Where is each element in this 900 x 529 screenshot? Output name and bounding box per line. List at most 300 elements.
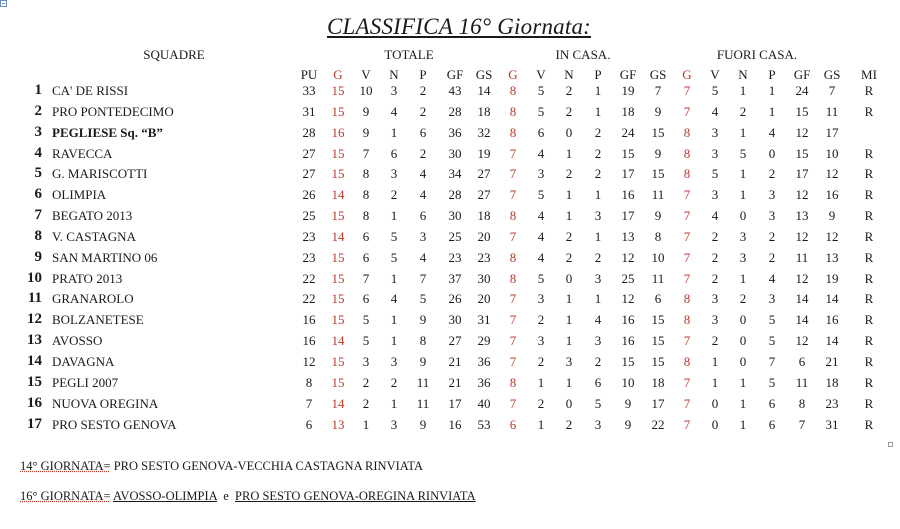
- table-cell: 7: [509, 312, 517, 328]
- table-cell: 0: [739, 353, 747, 369]
- table-cell: 0: [565, 395, 573, 411]
- column-header-gs: GS: [649, 67, 667, 82]
- table-cell: 5: [768, 312, 776, 328]
- table-cell: 19: [477, 145, 491, 161]
- table-cell: 15: [331, 270, 345, 286]
- table-cell: 15: [331, 145, 345, 161]
- table-cell: R: [864, 166, 874, 182]
- table-cell: 18: [621, 103, 635, 119]
- table-cell: 3: [594, 416, 602, 432]
- note-14-giornata: [20, 459, 423, 474]
- rank-number: 8: [34, 227, 42, 244]
- column-header-n: N: [564, 67, 574, 82]
- rank-number: 6: [34, 186, 42, 203]
- table-cell: 7: [654, 83, 662, 98]
- table-cell: 2: [565, 166, 573, 182]
- table-cell: R: [864, 103, 874, 119]
- table-cell: 17: [621, 166, 635, 182]
- table-cell: 7: [798, 416, 806, 432]
- team-name: OLIMPIA: [52, 187, 107, 203]
- column-header-p: P: [768, 67, 776, 82]
- table-cell: 53: [477, 416, 491, 432]
- table-cell: 15: [331, 103, 345, 119]
- table-cell: 15: [621, 145, 635, 161]
- page-title: CLASSIFICA 16° Giornata:: [327, 14, 592, 39]
- table-cell: 15: [795, 145, 809, 161]
- table-cell: 4: [537, 208, 545, 224]
- table-cell: 15: [651, 166, 665, 182]
- table-cell: 3: [565, 353, 573, 369]
- table-cell: 1: [390, 312, 398, 328]
- table-cell: 18: [477, 103, 491, 119]
- table-cell: 12: [795, 187, 809, 203]
- table-cell: 32: [477, 124, 491, 140]
- table-cell: 14: [331, 228, 345, 244]
- table-cell: 3: [768, 291, 776, 307]
- table-cell: 7: [305, 395, 313, 411]
- table-cell: 6: [768, 395, 776, 411]
- table-cell: 23: [825, 395, 839, 411]
- column-header-g: G: [682, 67, 692, 82]
- team-name: PEGLIESE Sq. “B”: [52, 124, 163, 140]
- table-cell: 2: [711, 270, 719, 286]
- column-header-g: G: [333, 67, 343, 82]
- table-cell: 18: [651, 374, 665, 390]
- table-cell: 12: [795, 333, 809, 349]
- table-cell: 1: [362, 416, 370, 432]
- table-cell: 3: [768, 208, 776, 224]
- table-cell: 10: [825, 145, 839, 161]
- table-cell: 6: [390, 145, 398, 161]
- table-cell: 15: [651, 353, 665, 369]
- table-cell: 6: [362, 228, 370, 244]
- table-cell: 7: [828, 83, 836, 98]
- table-cell: R: [864, 145, 874, 161]
- table-cell: 4: [419, 166, 427, 182]
- table-cell: 3: [537, 333, 545, 349]
- table-cell: 2: [419, 103, 427, 119]
- table-cell: 7: [683, 395, 691, 411]
- rank-number: 1: [34, 82, 42, 98]
- table-cell: 8: [683, 166, 691, 182]
- table-row: [0, 228, 900, 249]
- table-cell: 15: [651, 312, 665, 328]
- table-cell: 4: [768, 270, 776, 286]
- team-name: RAVECCA: [52, 145, 113, 161]
- standings-table: [0, 82, 900, 436]
- table-cell: 11: [416, 395, 430, 411]
- table-cell: 8: [362, 208, 370, 224]
- table-cell: 2: [565, 83, 573, 98]
- table-cell: 15: [621, 353, 635, 369]
- table-cell: 6: [509, 416, 517, 432]
- table-cell: 7: [683, 187, 691, 203]
- table-cell: 8: [509, 208, 517, 224]
- group-header-in-casa: IN CASA.: [555, 47, 611, 62]
- table-cell: 9: [624, 416, 632, 432]
- table-cell: 5: [711, 83, 719, 98]
- team-name: G. MARISCOTTI: [52, 166, 148, 182]
- table-cell: 3: [739, 249, 747, 265]
- team-name: PRO PONTEDECIMO: [52, 103, 174, 119]
- table-cell: 4: [419, 187, 427, 203]
- table-cell: 1: [390, 124, 398, 140]
- table-cell: 8: [509, 103, 517, 119]
- table-cell: 2: [711, 228, 719, 244]
- table-cell: 7: [683, 270, 691, 286]
- table-cell: 4: [390, 291, 398, 307]
- table-cell: R: [864, 208, 874, 224]
- table-cell: R: [864, 83, 874, 98]
- note-16-giornata: [20, 489, 476, 504]
- table-cell: 11: [795, 249, 809, 265]
- rank-number: 11: [27, 290, 42, 307]
- table-cell: 2: [362, 374, 370, 390]
- table-cell: R: [864, 395, 874, 411]
- table-cell: 8: [509, 249, 517, 265]
- table-cell: 9: [362, 124, 370, 140]
- table-cell: 15: [651, 333, 665, 349]
- table-cell: 3: [739, 228, 747, 244]
- column-header-p: P: [594, 67, 602, 82]
- table-cell: 17: [795, 166, 809, 182]
- table-cell: 1: [739, 83, 747, 98]
- rank-number: 10: [27, 269, 42, 286]
- table-row: [0, 165, 900, 186]
- table-cell: 36: [477, 353, 491, 369]
- table-cell: 2: [565, 249, 573, 265]
- table-cell: 11: [651, 187, 665, 203]
- table-cell: 7: [683, 333, 691, 349]
- table-cell: 31: [477, 312, 491, 328]
- table-cell: 0: [711, 416, 719, 432]
- table-cell: 3: [419, 228, 427, 244]
- table-cell: 11: [416, 374, 430, 390]
- team-name: PRATO 2013: [52, 270, 123, 286]
- table-cell: 15: [331, 312, 345, 328]
- rank-number: 12: [27, 311, 42, 328]
- table-cell: 1: [537, 416, 545, 432]
- column-header-gf: GF: [446, 67, 464, 82]
- table-cell: 0: [565, 270, 573, 286]
- column-header-n: N: [738, 67, 748, 82]
- table-cell: 9: [419, 416, 427, 432]
- table-cell: 16: [331, 124, 345, 140]
- table-row: [0, 145, 900, 166]
- table-cell: 8: [419, 333, 427, 349]
- table-cell: 14: [795, 312, 809, 328]
- table-cell: 12: [795, 124, 809, 140]
- table-cell: 10: [621, 374, 635, 390]
- rank-number: 13: [27, 332, 42, 349]
- table-cell: 1: [711, 374, 719, 390]
- table-cell: 16: [302, 333, 316, 349]
- table-cell: R: [864, 228, 874, 244]
- table-cell: 6: [768, 416, 776, 432]
- table-cell: 4: [768, 124, 776, 140]
- table-cell: 7: [419, 270, 427, 286]
- table-cell: 8: [362, 187, 370, 203]
- table-cell: 16: [302, 312, 316, 328]
- table-cell: 1: [768, 83, 776, 98]
- table-cell: 1: [739, 270, 747, 286]
- table-cell: 5: [537, 270, 545, 286]
- table-cell: 1: [565, 187, 573, 203]
- table-cell: 8: [509, 374, 517, 390]
- table-cell: 7: [509, 187, 517, 203]
- table-cell: R: [864, 291, 874, 307]
- rank-number: 4: [34, 144, 42, 161]
- table-cell: 9: [654, 208, 662, 224]
- table-cell: 9: [624, 395, 632, 411]
- table-cell: 3: [768, 187, 776, 203]
- table-cell: 2: [537, 395, 545, 411]
- table-cell: 14: [825, 333, 839, 349]
- table-cell: 7: [509, 228, 517, 244]
- team-name: BEGATO 2013: [52, 208, 133, 224]
- column-header-v: V: [536, 67, 546, 82]
- table-row: [0, 311, 900, 332]
- table-cell: 4: [537, 228, 545, 244]
- table-cell: 8: [362, 166, 370, 182]
- rank-number: 16: [27, 394, 42, 411]
- table-row: [0, 332, 900, 353]
- team-name: CA' DE RISSI: [52, 83, 129, 98]
- table-cell: 19: [621, 83, 635, 98]
- table-cell: 24: [621, 124, 635, 140]
- table-cell: 3: [390, 83, 398, 98]
- table-row: [0, 207, 900, 228]
- table-cell: 3: [711, 312, 719, 328]
- table-cell: 2: [390, 374, 398, 390]
- table-cell: 25: [448, 228, 462, 244]
- table-cell: 5: [362, 312, 370, 328]
- table-cell: 15: [795, 103, 809, 119]
- table-cell: 14: [331, 395, 345, 411]
- table-cell: 2: [711, 333, 719, 349]
- table-cell: 7: [509, 333, 517, 349]
- table-cell: 5: [768, 374, 776, 390]
- table-cell: 17: [651, 395, 665, 411]
- table-cell: 1: [739, 395, 747, 411]
- table-cell: 1: [565, 312, 573, 328]
- table-cell: 4: [594, 312, 602, 328]
- table-cell: 1: [739, 416, 747, 432]
- table-row: [0, 186, 900, 207]
- table-cell: 29: [477, 333, 491, 349]
- table-cell: 7: [509, 145, 517, 161]
- table-cell: 19: [825, 270, 839, 286]
- table-cell: 6: [419, 124, 427, 140]
- table-cell: 16: [621, 312, 635, 328]
- table-row: [0, 270, 900, 291]
- table-cell: 1: [537, 374, 545, 390]
- table-row: [0, 82, 900, 103]
- table-cell: 2: [419, 83, 427, 98]
- table-cell: 8: [683, 353, 691, 369]
- table-cell: R: [864, 353, 874, 369]
- table-cell: 4: [711, 103, 719, 119]
- table-row: [0, 395, 900, 416]
- table-cell: 1: [594, 291, 602, 307]
- table-cell: 26: [448, 291, 462, 307]
- table-cell: 21: [825, 353, 839, 369]
- table-cell: 4: [537, 249, 545, 265]
- table-cell: 10: [359, 83, 373, 98]
- column-header-v: V: [710, 67, 720, 82]
- table-cell: 9: [419, 312, 427, 328]
- table-cell: 30: [448, 312, 462, 328]
- table-cell: 3: [594, 208, 602, 224]
- table-cell: 30: [448, 208, 462, 224]
- table-cell: 15: [331, 249, 345, 265]
- table-cell: 14: [477, 83, 491, 98]
- table-cell: R: [864, 374, 874, 390]
- table-cell: 1: [594, 187, 602, 203]
- table-cell: 5: [419, 291, 427, 307]
- table-cell: 15: [331, 291, 345, 307]
- table-cell: 5: [537, 103, 545, 119]
- table-cell: 12: [825, 166, 839, 182]
- table-cell: 25: [302, 208, 316, 224]
- rank-number: 14: [27, 352, 42, 369]
- table-cell: 2: [594, 249, 602, 265]
- table-cell: 5: [594, 395, 602, 411]
- table-cell: 3: [594, 333, 602, 349]
- table-cell: 43: [448, 83, 462, 98]
- table-cell: 5: [390, 249, 398, 265]
- table-cell: 22: [651, 416, 665, 432]
- table-cell: 2: [594, 145, 602, 161]
- table-cell: 37: [448, 270, 462, 286]
- table-cell: 3: [711, 291, 719, 307]
- table-cell: R: [864, 333, 874, 349]
- table-cell: 1: [739, 187, 747, 203]
- rank-number: 3: [34, 123, 42, 140]
- table-cell: 2: [594, 124, 602, 140]
- table-cell: 18: [825, 374, 839, 390]
- table-cell: 12: [825, 228, 839, 244]
- table-cell: 24: [795, 83, 809, 98]
- table-cell: 20: [477, 291, 491, 307]
- table-cell: 28: [302, 124, 316, 140]
- table-cell: 11: [825, 103, 839, 119]
- table-cell: 15: [331, 353, 345, 369]
- table-cell: 2: [537, 312, 545, 328]
- table-cell: 1: [594, 83, 602, 98]
- table-cell: 9: [362, 103, 370, 119]
- table-cell: 3: [537, 166, 545, 182]
- table-cell: 23: [302, 249, 316, 265]
- table-cell: 20: [477, 228, 491, 244]
- table-cell: 40: [477, 395, 491, 411]
- table-cell: 10: [651, 249, 665, 265]
- table-cell: 28: [448, 103, 462, 119]
- table-cell: 8: [798, 395, 806, 411]
- table-cell: 7: [509, 353, 517, 369]
- column-header-g: G: [508, 67, 518, 82]
- table-cell: 6: [362, 249, 370, 265]
- table-cell: 2: [362, 395, 370, 411]
- table-cell: 12: [621, 249, 635, 265]
- table-cell: 5: [739, 145, 747, 161]
- table-cell: 16: [448, 416, 462, 432]
- table-cell: 2: [565, 228, 573, 244]
- table-cell: 27: [302, 145, 316, 161]
- table-cell: 16: [825, 187, 839, 203]
- table-cell: 26: [302, 187, 316, 203]
- table-row: [0, 103, 900, 124]
- table-cell: 7: [683, 249, 691, 265]
- table-cell: 9: [419, 353, 427, 369]
- table-cell: 5: [362, 333, 370, 349]
- note-text: PRO SESTO GENOVA-VECCHIA CASTAGNA RINVIATA: [110, 459, 424, 473]
- note-connector: e: [216, 489, 236, 503]
- table-row: [0, 290, 900, 311]
- table-cell: 1: [565, 208, 573, 224]
- team-name: AVOSSO: [52, 333, 103, 349]
- table-cell: 9: [654, 145, 662, 161]
- table-cell: 3: [711, 145, 719, 161]
- table-cell: 1: [390, 270, 398, 286]
- table-cell: 17: [621, 208, 635, 224]
- table-cell: 1: [594, 103, 602, 119]
- table-cell: 1: [390, 333, 398, 349]
- table-cell: 14: [795, 291, 809, 307]
- table-cell: 1: [565, 333, 573, 349]
- table-cell: 2: [739, 291, 747, 307]
- table-cell: 12: [302, 353, 316, 369]
- table-cell: 6: [362, 291, 370, 307]
- table-cell: 22: [302, 291, 316, 307]
- table-cell: 9: [654, 103, 662, 119]
- column-header-gf: GF: [793, 67, 811, 82]
- column-header-gf: GF: [619, 67, 637, 82]
- table-cell: 0: [565, 124, 573, 140]
- table-cell: R: [864, 270, 874, 286]
- column-header-mi: MI: [861, 67, 877, 82]
- table-cell: 8: [305, 374, 313, 390]
- table-cell: 3: [594, 270, 602, 286]
- table-cell: 1: [565, 291, 573, 307]
- table-cell: 15: [331, 83, 345, 98]
- table-cell: 11: [651, 270, 665, 286]
- table-cell: 13: [825, 249, 839, 265]
- column-header-p: P: [419, 67, 427, 82]
- table-cell: 16: [621, 333, 635, 349]
- rank-number: 5: [34, 165, 42, 182]
- table-cell: 2: [390, 187, 398, 203]
- table-cell: 8: [654, 228, 662, 244]
- table-cell: 1: [390, 395, 398, 411]
- table-cell: 3: [711, 124, 719, 140]
- table-cell: 15: [331, 166, 345, 182]
- table-cell: R: [864, 187, 874, 203]
- table-cell: 14: [331, 333, 345, 349]
- table-cell: 2: [739, 103, 747, 119]
- group-header-squadre: SQUADRE: [143, 47, 205, 62]
- team-name: NUOVA OREGINA: [52, 395, 159, 411]
- column-header-gs: GS: [475, 67, 493, 82]
- table-cell: 7: [362, 270, 370, 286]
- table-cell: 21: [448, 374, 462, 390]
- table-cell: 6: [798, 353, 806, 369]
- table-cell: 0: [711, 395, 719, 411]
- table-cell: R: [864, 249, 874, 265]
- group-header-totale: TOTALE: [384, 47, 434, 62]
- table-cell: 7: [509, 166, 517, 182]
- team-name: BOLZANETESE: [52, 312, 144, 328]
